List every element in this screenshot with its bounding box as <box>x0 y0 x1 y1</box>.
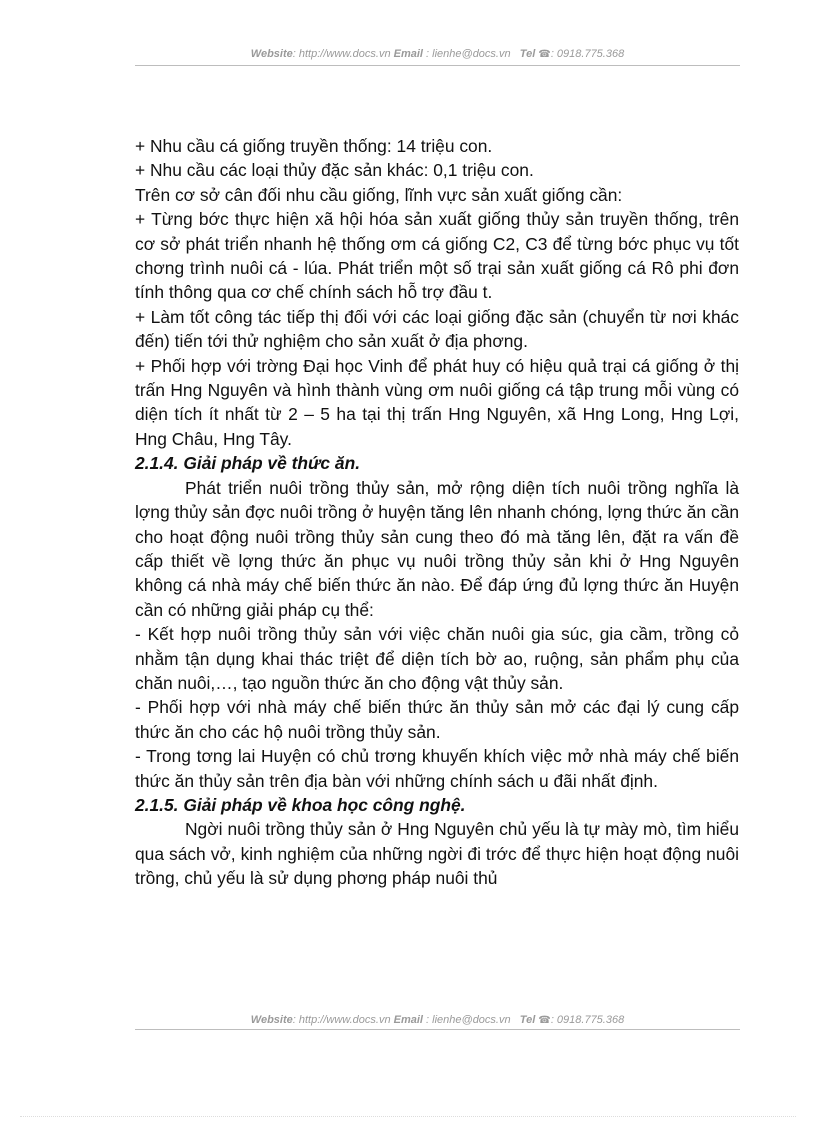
section-heading: 2.1.4. Giải pháp về thức ăn. <box>135 453 361 474</box>
header-website-label: Website <box>250 48 293 60</box>
footer-email-link[interactable]: : lienhe@docs.vn <box>423 1014 511 1026</box>
paragraph: + Nhu cầu cá giống truyền thống: 14 triệu con. <box>135 136 493 156</box>
page-header <box>135 46 740 63</box>
page-bottom-border <box>20 1116 796 1117</box>
footer-tel-label: Tel <box>519 1014 536 1026</box>
footer-tel-value: : 0918.775.368 <box>550 1014 625 1026</box>
paragraph: + Phối hợp với trờng Đại học Vinh để phát huy có hiệu quả trại cá giống ở thị trấn Hng Nguyên và hình thành vùng ơm nuôi giống cá tập trung mỗi vùng có diện tích ít nhất từ 2 – 5 ha tại thị trấn Hng Nguyên, xã Hng Long, Hng Lợi, Hng Châu, Hng Tây. <box>135 355 739 449</box>
header-website-link[interactable]: : http://www.docs.vn <box>292 48 391 60</box>
header-divider <box>135 65 740 66</box>
paragraph: - Phối hợp với nhà máy chế biến thức ăn thủy sản mở các đại lý cung cấp thức ăn cho các hộ nuôi trồng thủy sản. <box>135 697 739 742</box>
paragraph: Trên cơ sở cân đối nhu cầu giống, lĩnh vực sản xuất giống cần: <box>135 184 623 205</box>
paragraph: - Trong tơng lai Huyện có chủ trơng khuyến khích việc mở nhà máy chế biến thức ăn thủy sản trên địa bàn với những chính sách u đãi nhất định. <box>135 746 739 791</box>
paragraph: - Kết hợp nuôi trồng thủy sản với việc chăn nuôi gia súc, gia cầm, trồng cỏ nhằm tận dụng khai thác triệt để diện tích bờ ao, ruộng, sản phẩm phụ của chăn nuôi,…, tạo nguồn thức ăn cho động vật thủy sản. <box>135 624 739 693</box>
header-tel-value: : 0918.775.368 <box>550 48 625 60</box>
footer-website-link[interactable]: : http://www.docs.vn <box>292 1014 391 1026</box>
page-footer <box>135 1012 740 1029</box>
footer-divider <box>135 1029 740 1030</box>
document-body <box>135 134 739 891</box>
header-email-label: Email <box>393 48 423 60</box>
header-email-link[interactable]: : lienhe@docs.vn <box>423 48 511 60</box>
header-tel-label: Tel <box>519 48 536 60</box>
paragraph: + Nhu cầu các loại thủy đặc sản khác: 0,1 triệu con. <box>135 160 534 181</box>
paragraph: + Làm tốt công tác tiếp thị đối với các loại giống đặc sản (chuyển từ nơi khác đến) tiến tới thử nghiệm cho sản xuất ở địa phơng. <box>135 306 739 352</box>
footer-website-label: Website <box>250 1014 293 1026</box>
section-heading: 2.1.5. Giải pháp về khoa học công nghệ. <box>135 794 466 815</box>
phone-icon: ☎ <box>538 49 551 60</box>
paragraph: Ngời nuôi trồng thủy sản ở Hng Nguyên chủ yếu là tự mày mò, tìm hiểu qua sách vở, kinh nghiệm của những ngời đi trớc để thực hiện hoạt động nuôi trồng, chủ yếu là sử dụng phơng pháp nuôi thủ <box>135 819 739 889</box>
footer-email-label: Email <box>393 1014 423 1026</box>
phone-icon: ☎ <box>538 1015 551 1026</box>
paragraph: Phát triển nuôi trồng thủy sản, mở rộng diện tích nuôi trồng nghĩa là lợng thủy sản đợc nuôi trồng ở huyện tăng lên nhanh chóng, lợng thức ăn cần cho hoạt động nuôi trồng thủy sản cung theo đó mà tăng lên, đặt ra vấn đề cấp thiết về lợng thức ăn phục vụ nuôi trồng thủy sản khi ở Hng Nguyên không cá nhà máy chế biến thức ăn nào. Để đáp ứng đủ lợng thức ăn Huyện cần có những giải pháp cụ thể: <box>135 477 739 620</box>
paragraph: + Từng bớc thực hiện xã hội hóa sản xuất giống thủy sản truyền thống, trên cơ sở phát triển nhanh hệ thống ơm cá giống C2, C3 để từng bớc phục vụ tốt chơng trình nuôi cá - lúa. Phát triển một số trại sản xuất giống cá Rô phi đơn tính thông qua cơ chế chính sách hỗ trợ đầu t. <box>135 209 739 303</box>
